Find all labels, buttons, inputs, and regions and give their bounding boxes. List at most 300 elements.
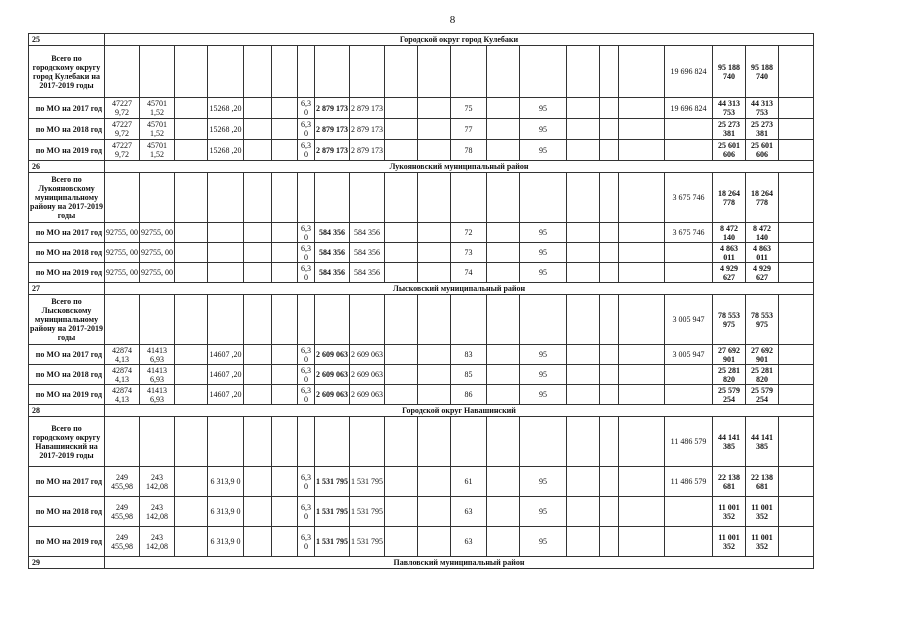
empty-cell: [175, 98, 208, 119]
empty-cell: [487, 385, 520, 405]
empty-cell: [779, 243, 814, 263]
empty-cell: [244, 263, 272, 283]
empty-cell: [600, 263, 619, 283]
table-cell: 6,3 0: [298, 365, 315, 385]
empty-cell: [665, 263, 713, 283]
empty-cell: [418, 467, 451, 497]
table-cell: 11 001 352: [746, 497, 779, 527]
table-cell: 584 356: [315, 223, 350, 243]
table-cell: 14607 ,20: [208, 385, 244, 405]
section-title: Городской округ Навашинский: [105, 405, 814, 417]
empty-cell: [385, 243, 418, 263]
empty-cell: [244, 497, 272, 527]
empty-cell: [272, 497, 298, 527]
table-cell: 1 531 795: [350, 527, 385, 557]
table-cell: 95: [520, 497, 567, 527]
empty-cell: [619, 173, 665, 223]
empty-cell: [244, 295, 272, 345]
empty-cell: [487, 527, 520, 557]
table-cell: 2 609 063: [315, 345, 350, 365]
empty-cell: [600, 345, 619, 365]
empty-cell: [779, 98, 814, 119]
empty-cell: [487, 119, 520, 140]
empty-cell: [175, 140, 208, 161]
empty-cell: [600, 119, 619, 140]
table-cell: 1 531 795: [350, 497, 385, 527]
empty-cell: [175, 417, 208, 467]
empty-cell: [520, 295, 567, 345]
table-row: [29, 263, 814, 283]
table-cell: 42874 4,13: [105, 385, 140, 405]
empty-cell: [779, 295, 814, 345]
table-cell: 3 675 746: [665, 173, 713, 223]
empty-cell: [418, 140, 451, 161]
empty-cell: [779, 467, 814, 497]
table-row: [29, 243, 814, 263]
table-row: [29, 223, 814, 243]
empty-cell: [298, 46, 315, 98]
section-title: Лукояновский муниципальный район: [105, 161, 814, 173]
table-cell: 584 356: [315, 243, 350, 263]
empty-cell: [487, 140, 520, 161]
table-cell: 42874 4,13: [105, 345, 140, 365]
table-cell: 4 929 627: [746, 263, 779, 283]
empty-cell: [298, 295, 315, 345]
section-title: Городской округ город Кулебаки: [105, 34, 814, 46]
table-cell: 92755, 00: [105, 263, 140, 283]
table-cell: 6 313,9 0: [208, 527, 244, 557]
table-row: [29, 119, 814, 140]
table-cell: 95: [520, 140, 567, 161]
row-label: по МО на 2017 год: [29, 223, 105, 243]
section-number: 26: [29, 161, 105, 173]
empty-cell: [567, 385, 600, 405]
empty-cell: [779, 119, 814, 140]
table-cell: 95 188 740: [746, 46, 779, 98]
empty-cell: [140, 417, 175, 467]
table-cell: 584 356: [350, 223, 385, 243]
table-cell: 19 696 824: [665, 46, 713, 98]
empty-cell: [619, 98, 665, 119]
empty-cell: [487, 345, 520, 365]
row-label: по МО на 2018 год: [29, 243, 105, 263]
table-cell: 92755, 00: [105, 223, 140, 243]
empty-cell: [208, 295, 244, 345]
table-cell: 15268 ,20: [208, 98, 244, 119]
empty-cell: [418, 417, 451, 467]
table-cell: 25 601 606: [746, 140, 779, 161]
empty-cell: [567, 263, 600, 283]
empty-cell: [487, 295, 520, 345]
table-cell: 27 692 901: [713, 345, 746, 365]
empty-cell: [298, 417, 315, 467]
empty-cell: [385, 385, 418, 405]
table-cell: 584 356: [350, 243, 385, 263]
table-row: [29, 467, 814, 497]
table-cell: 95: [520, 98, 567, 119]
empty-cell: [418, 263, 451, 283]
empty-cell: [418, 497, 451, 527]
table-cell: 6,3 0: [298, 345, 315, 365]
empty-cell: [779, 263, 814, 283]
empty-cell: [244, 527, 272, 557]
data-table: [28, 33, 814, 569]
table-cell: 1 531 795: [315, 467, 350, 497]
table-cell: 47227 9,72: [105, 98, 140, 119]
row-label: по МО на 2017 год: [29, 467, 105, 497]
empty-cell: [418, 365, 451, 385]
empty-cell: [140, 295, 175, 345]
table-cell: 63: [451, 497, 487, 527]
table-cell: 25 579 254: [746, 385, 779, 405]
table-cell: 73: [451, 243, 487, 263]
empty-cell: [451, 417, 487, 467]
empty-cell: [665, 497, 713, 527]
table-cell: 74: [451, 263, 487, 283]
table-cell: 41413 6,93: [140, 365, 175, 385]
empty-cell: [385, 223, 418, 243]
table-cell: 18 264 778: [746, 173, 779, 223]
empty-cell: [567, 119, 600, 140]
table-cell: 92755, 00: [140, 243, 175, 263]
empty-cell: [244, 365, 272, 385]
empty-cell: [298, 173, 315, 223]
empty-cell: [208, 263, 244, 283]
table-cell: 61: [451, 467, 487, 497]
table-cell: 3 005 947: [665, 345, 713, 365]
empty-cell: [385, 140, 418, 161]
empty-cell: [208, 223, 244, 243]
empty-cell: [600, 417, 619, 467]
table-cell: 6,3 0: [298, 527, 315, 557]
row-label: Всего по городскому округу город Кулебаки на 2017-2019 годы: [29, 46, 105, 98]
section-number: 29: [29, 557, 105, 569]
empty-cell: [315, 417, 350, 467]
table-cell: 11 001 352: [713, 527, 746, 557]
table-cell: 86: [451, 385, 487, 405]
empty-cell: [105, 417, 140, 467]
total-row: [29, 46, 814, 98]
row-label: по МО на 2017 год: [29, 98, 105, 119]
row-label: по МО на 2019 год: [29, 140, 105, 161]
empty-cell: [600, 497, 619, 527]
empty-cell: [385, 417, 418, 467]
empty-cell: [244, 173, 272, 223]
table-row: [29, 140, 814, 161]
table-cell: 2 879 173: [350, 98, 385, 119]
empty-cell: [272, 365, 298, 385]
table-cell: 78: [451, 140, 487, 161]
empty-cell: [272, 295, 298, 345]
empty-cell: [175, 119, 208, 140]
empty-cell: [315, 295, 350, 345]
table-cell: 2 609 063: [315, 365, 350, 385]
empty-cell: [779, 345, 814, 365]
row-label: по МО на 2018 год: [29, 119, 105, 140]
empty-cell: [487, 223, 520, 243]
table-cell: 2 609 063: [315, 385, 350, 405]
empty-cell: [315, 173, 350, 223]
table-cell: 6,3 0: [298, 263, 315, 283]
section-number: 25: [29, 34, 105, 46]
empty-cell: [600, 243, 619, 263]
empty-cell: [385, 527, 418, 557]
empty-cell: [418, 295, 451, 345]
table-cell: 15268 ,20: [208, 119, 244, 140]
table-cell: 25 281 820: [713, 365, 746, 385]
empty-cell: [619, 119, 665, 140]
empty-cell: [244, 385, 272, 405]
empty-cell: [244, 345, 272, 365]
table-cell: 249 455,98: [105, 527, 140, 557]
total-row: [29, 295, 814, 345]
table-cell: 4 863 011: [713, 243, 746, 263]
table-cell: 95: [520, 365, 567, 385]
empty-cell: [418, 46, 451, 98]
table-cell: 15268 ,20: [208, 140, 244, 161]
empty-cell: [385, 345, 418, 365]
table-cell: 2 879 173: [315, 98, 350, 119]
table-cell: 83: [451, 345, 487, 365]
empty-cell: [385, 263, 418, 283]
empty-cell: [244, 98, 272, 119]
table-cell: 45701 1,52: [140, 98, 175, 119]
empty-cell: [619, 243, 665, 263]
empty-cell: [175, 527, 208, 557]
table-cell: 243 142,08: [140, 497, 175, 527]
empty-cell: [665, 243, 713, 263]
table-cell: 22 138 681: [746, 467, 779, 497]
empty-cell: [105, 46, 140, 98]
empty-cell: [487, 417, 520, 467]
table-row: [29, 345, 814, 365]
empty-cell: [779, 497, 814, 527]
empty-cell: [567, 527, 600, 557]
table-cell: 2 879 173: [350, 119, 385, 140]
table-cell: 14607 ,20: [208, 365, 244, 385]
empty-cell: [600, 98, 619, 119]
empty-cell: [665, 527, 713, 557]
table-cell: 44 313 753: [746, 98, 779, 119]
empty-cell: [619, 140, 665, 161]
empty-cell: [779, 140, 814, 161]
section-number: 28: [29, 405, 105, 417]
empty-cell: [567, 417, 600, 467]
table-cell: 95: [520, 345, 567, 365]
empty-cell: [567, 140, 600, 161]
empty-cell: [567, 173, 600, 223]
table-cell: 42874 4,13: [105, 365, 140, 385]
empty-cell: [600, 467, 619, 497]
empty-cell: [272, 223, 298, 243]
empty-cell: [520, 46, 567, 98]
table-cell: 11 001 352: [713, 497, 746, 527]
empty-cell: [418, 385, 451, 405]
table-cell: 63: [451, 527, 487, 557]
table-cell: 92755, 00: [140, 223, 175, 243]
empty-cell: [350, 46, 385, 98]
table-cell: 75: [451, 98, 487, 119]
empty-cell: [175, 295, 208, 345]
empty-cell: [175, 46, 208, 98]
empty-cell: [385, 119, 418, 140]
empty-cell: [272, 417, 298, 467]
empty-cell: [600, 365, 619, 385]
empty-cell: [779, 46, 814, 98]
empty-cell: [272, 527, 298, 557]
empty-cell: [520, 417, 567, 467]
table-cell: 249 455,98: [105, 467, 140, 497]
empty-cell: [567, 497, 600, 527]
table-cell: 95: [520, 223, 567, 243]
empty-cell: [600, 46, 619, 98]
table-cell: 6,3 0: [298, 119, 315, 140]
empty-cell: [350, 417, 385, 467]
empty-cell: [272, 140, 298, 161]
empty-cell: [600, 140, 619, 161]
empty-cell: [487, 467, 520, 497]
empty-cell: [175, 345, 208, 365]
empty-cell: [140, 173, 175, 223]
empty-cell: [418, 345, 451, 365]
total-row: [29, 173, 814, 223]
table-cell: 1 531 795: [315, 527, 350, 557]
empty-cell: [244, 467, 272, 497]
table-cell: 2 609 063: [350, 385, 385, 405]
table-cell: 18 264 778: [713, 173, 746, 223]
table-cell: 19 696 824: [665, 98, 713, 119]
table-cell: 44 141 385: [713, 417, 746, 467]
empty-cell: [619, 46, 665, 98]
table-cell: 11 486 579: [665, 467, 713, 497]
empty-cell: [385, 46, 418, 98]
row-label: Всего по городскому округу Навашинский на 2017-2019 годы: [29, 417, 105, 467]
empty-cell: [350, 295, 385, 345]
empty-cell: [600, 527, 619, 557]
table-cell: 95: [520, 467, 567, 497]
table-cell: 3 005 947: [665, 295, 713, 345]
row-label: по МО на 2019 год: [29, 527, 105, 557]
empty-cell: [567, 98, 600, 119]
empty-cell: [619, 385, 665, 405]
empty-cell: [175, 365, 208, 385]
empty-cell: [619, 527, 665, 557]
empty-cell: [487, 98, 520, 119]
table-cell: 249 455,98: [105, 497, 140, 527]
empty-cell: [272, 345, 298, 365]
table-cell: 41413 6,93: [140, 385, 175, 405]
empty-cell: [385, 173, 418, 223]
empty-cell: [385, 365, 418, 385]
empty-cell: [520, 173, 567, 223]
empty-cell: [385, 98, 418, 119]
empty-cell: [619, 263, 665, 283]
total-row: [29, 417, 814, 467]
empty-cell: [487, 263, 520, 283]
empty-cell: [567, 223, 600, 243]
empty-cell: [175, 467, 208, 497]
table-row: [29, 365, 814, 385]
empty-cell: [665, 140, 713, 161]
table-cell: 3 675 746: [665, 223, 713, 243]
empty-cell: [272, 98, 298, 119]
row-label: по МО на 2018 год: [29, 365, 105, 385]
empty-cell: [385, 497, 418, 527]
table-cell: 27 692 901: [746, 345, 779, 365]
empty-cell: [244, 119, 272, 140]
empty-cell: [418, 243, 451, 263]
table-cell: 6,3 0: [298, 497, 315, 527]
row-label: по МО на 2019 год: [29, 385, 105, 405]
table-cell: 78 553 975: [746, 295, 779, 345]
empty-cell: [619, 467, 665, 497]
empty-cell: [487, 173, 520, 223]
empty-cell: [487, 46, 520, 98]
empty-cell: [665, 119, 713, 140]
empty-cell: [779, 385, 814, 405]
empty-cell: [451, 173, 487, 223]
table-cell: 92755, 00: [105, 243, 140, 263]
empty-cell: [619, 345, 665, 365]
section-header-row: [29, 405, 814, 417]
table-cell: 6,3 0: [298, 243, 315, 263]
table-cell: 14607 ,20: [208, 345, 244, 365]
table-cell: 25 579 254: [713, 385, 746, 405]
empty-cell: [418, 173, 451, 223]
empty-cell: [487, 243, 520, 263]
table-cell: 95 188 740: [713, 46, 746, 98]
empty-cell: [418, 98, 451, 119]
table-cell: 85: [451, 365, 487, 385]
empty-cell: [272, 385, 298, 405]
table-cell: 243 142,08: [140, 527, 175, 557]
empty-cell: [175, 497, 208, 527]
table-cell: 72: [451, 223, 487, 243]
empty-cell: [272, 243, 298, 263]
empty-cell: [619, 417, 665, 467]
section-number: 27: [29, 283, 105, 295]
empty-cell: [315, 46, 350, 98]
empty-cell: [385, 467, 418, 497]
empty-cell: [244, 223, 272, 243]
table-cell: 8 472 140: [713, 223, 746, 243]
empty-cell: [418, 119, 451, 140]
table-cell: 95: [520, 385, 567, 405]
table-cell: 95: [520, 243, 567, 263]
empty-cell: [175, 243, 208, 263]
table-cell: 2 879 173: [315, 119, 350, 140]
empty-cell: [779, 365, 814, 385]
table-cell: 77: [451, 119, 487, 140]
empty-cell: [244, 417, 272, 467]
table-cell: 25 273 381: [713, 119, 746, 140]
empty-cell: [208, 417, 244, 467]
empty-cell: [619, 295, 665, 345]
empty-cell: [175, 223, 208, 243]
table-cell: 1 531 795: [315, 497, 350, 527]
empty-cell: [567, 345, 600, 365]
table-cell: 4 863 011: [746, 243, 779, 263]
table-cell: 44 313 753: [713, 98, 746, 119]
empty-cell: [208, 243, 244, 263]
empty-cell: [567, 46, 600, 98]
empty-cell: [487, 365, 520, 385]
empty-cell: [418, 527, 451, 557]
row-label: Всего по Лукояновскому муниципальному району на 2017-2019 годы: [29, 173, 105, 223]
table-cell: 95: [520, 263, 567, 283]
section-title: Павловский муниципальный район: [105, 557, 814, 569]
empty-cell: [487, 497, 520, 527]
